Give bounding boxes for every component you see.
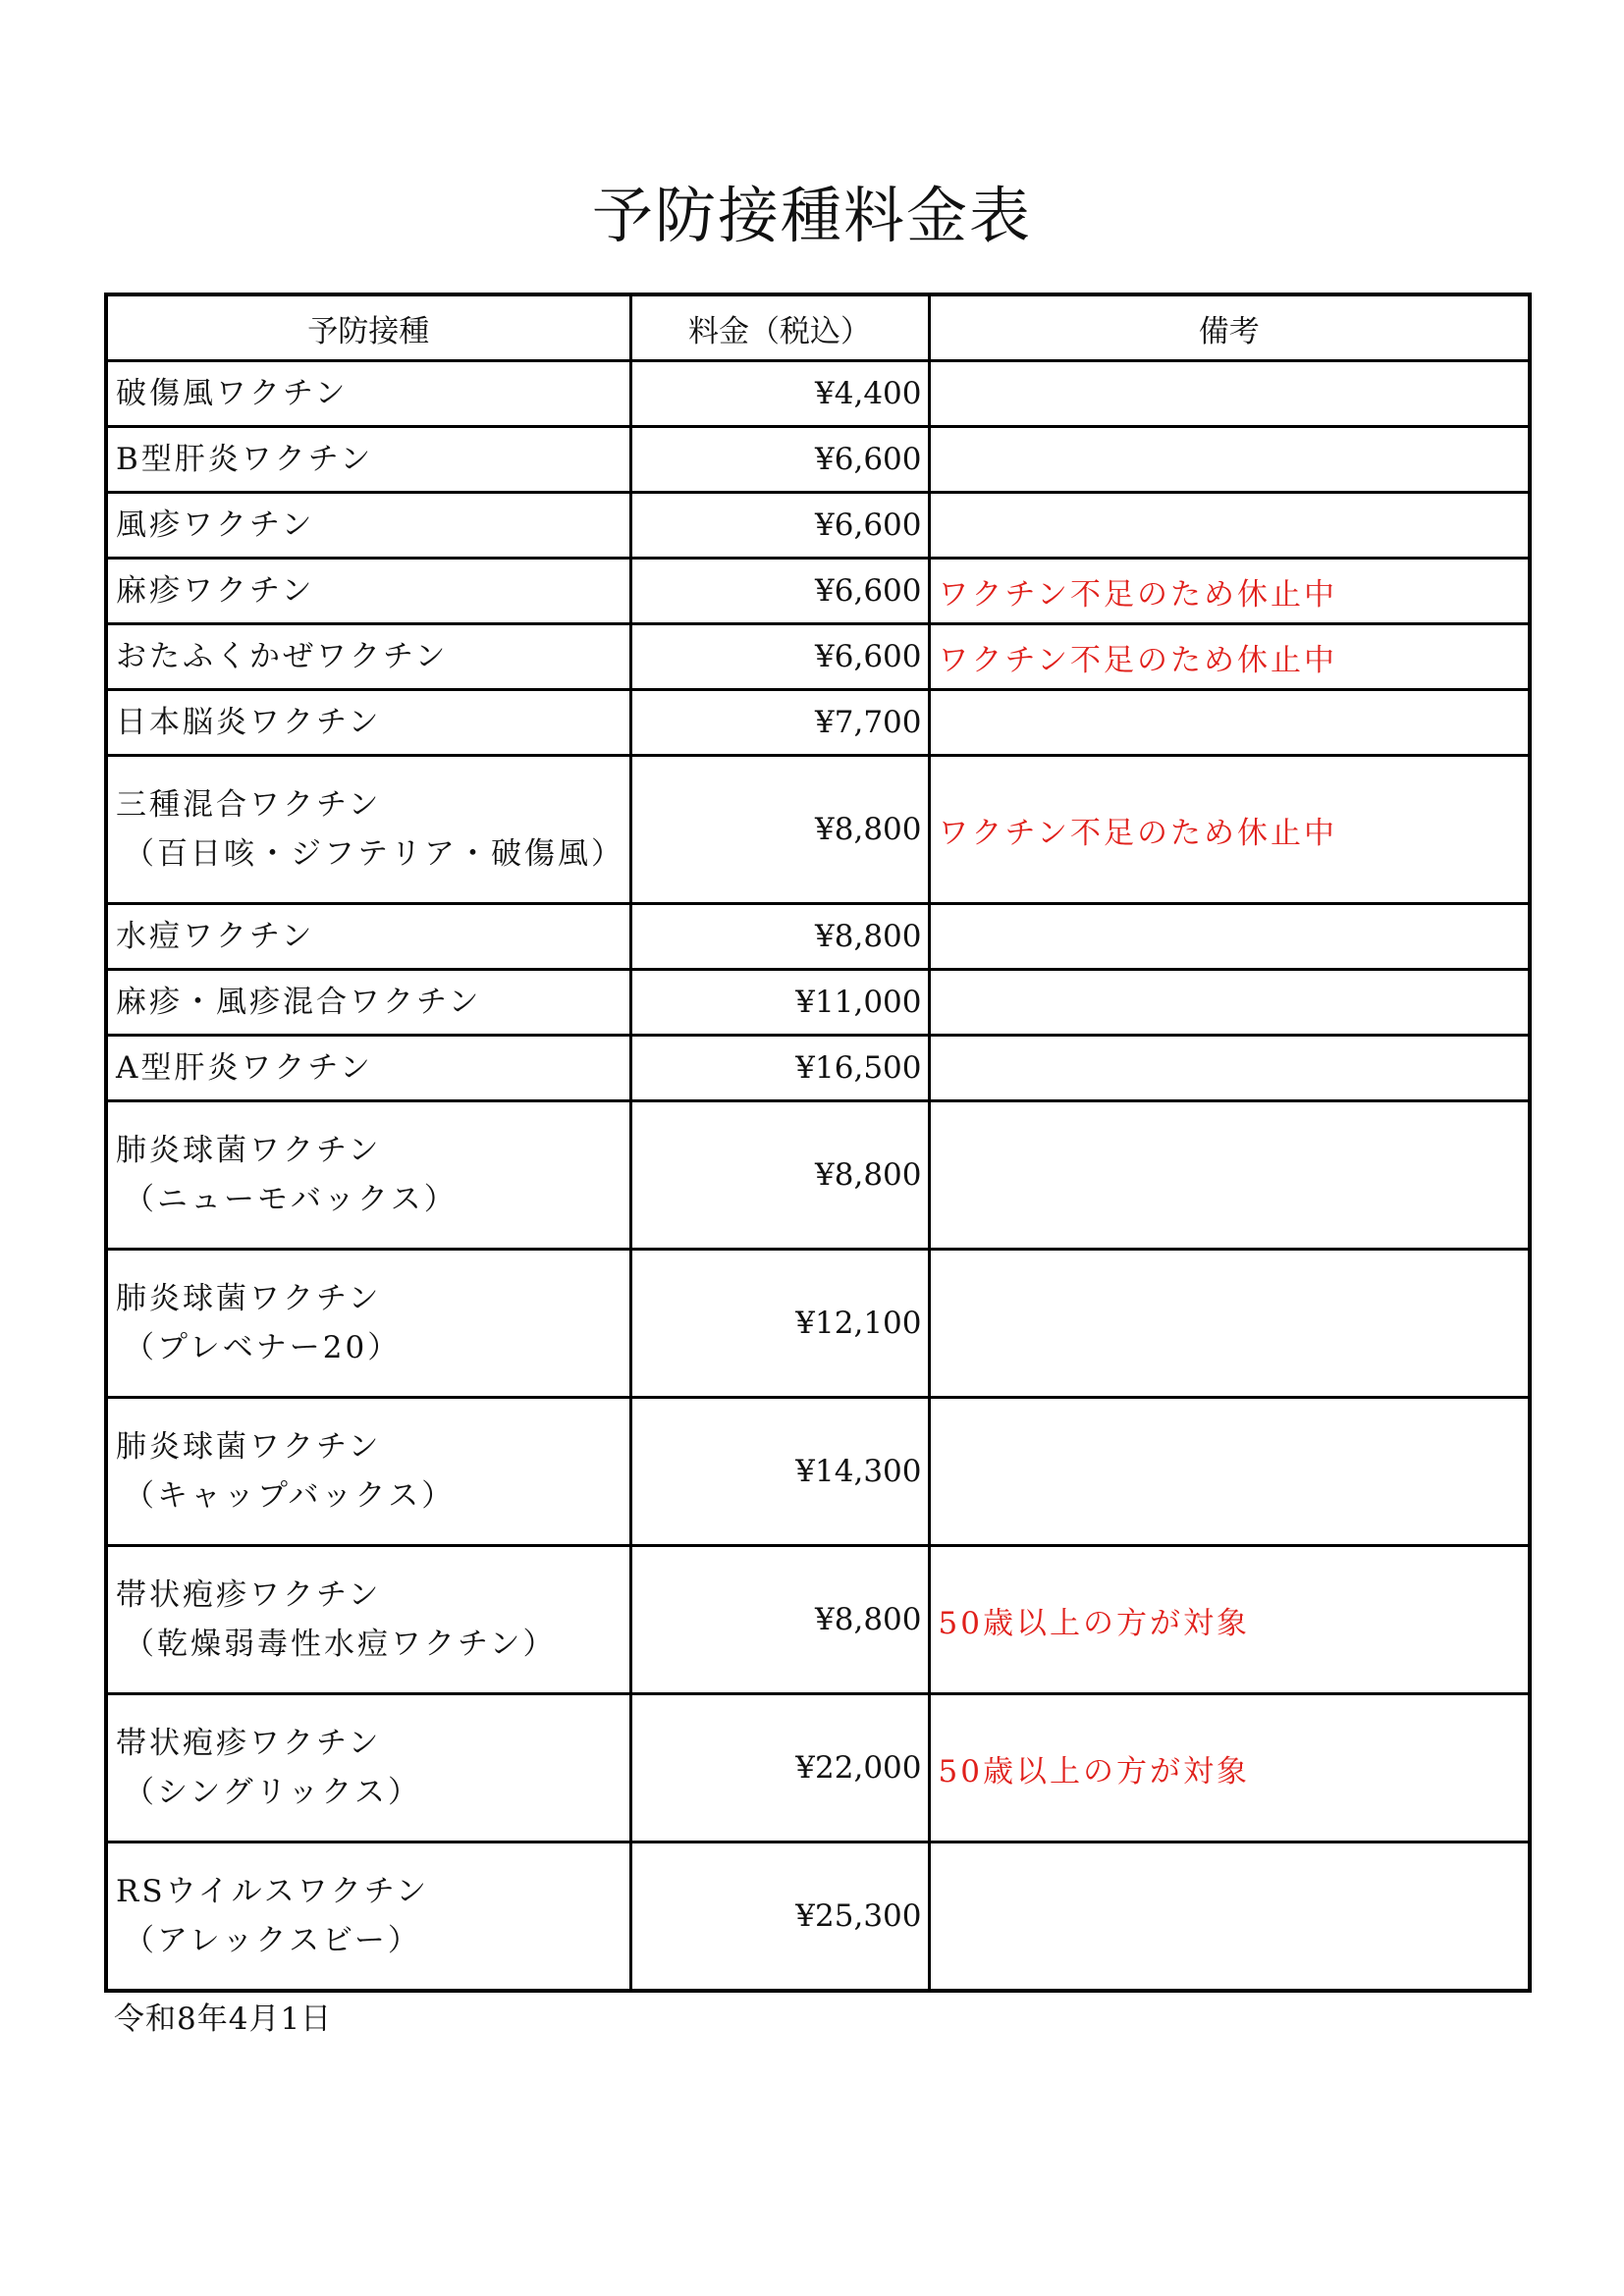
vaccine-name: 破傷風ワクチン — [116, 376, 349, 411]
fee-cell: ¥16,500 — [630, 1036, 929, 1101]
vaccine-name: 肺炎球菌ワクチン — [116, 1281, 382, 1316]
table-row — [106, 1101, 1530, 1250]
vaccine-product-name: （アレックスビー） — [124, 1922, 421, 1958]
vaccine-name: おたふくかぜワクチン — [116, 639, 449, 674]
header-vaccine: 予防接種 — [106, 294, 630, 361]
vaccine-product-name: （乾燥弱毒性水痘ワクチン） — [124, 1627, 557, 1662]
vaccine-name: 麻疹・風疹混合ワクチン — [116, 985, 482, 1020]
vaccine-name: 帯状疱疹ワクチン — [116, 1726, 382, 1761]
remarks-cell — [929, 1101, 1530, 1250]
vaccine-name-cell — [106, 427, 630, 493]
remarks-cell: ワクチン不足のため休止中 — [929, 624, 1530, 690]
table-row — [106, 1694, 1530, 1842]
vaccine-name: 麻疹ワクチン — [116, 573, 315, 609]
fee-cell: ¥4,400 — [630, 361, 929, 427]
remarks-cell — [929, 1398, 1530, 1546]
table-row — [106, 1398, 1530, 1546]
remarks-cell — [929, 361, 1530, 427]
vaccine-name-cell — [106, 1546, 630, 1694]
remarks-cell: ワクチン不足のため休止中 — [929, 756, 1530, 904]
table-row — [106, 493, 1530, 559]
fee-cell: ¥6,600 — [630, 493, 929, 559]
table-row — [106, 1546, 1530, 1694]
vaccine-name-cell — [106, 756, 630, 904]
remarks-cell — [929, 1250, 1530, 1398]
table-row — [106, 1250, 1530, 1398]
remarks-cell: 50歳以上の方が対象 — [929, 1546, 1530, 1694]
remarks-cell — [929, 1036, 1530, 1101]
fee-cell: ¥25,300 — [630, 1842, 929, 1991]
fee-cell: ¥6,600 — [630, 624, 929, 690]
remarks-cell: 50歳以上の方が対象 — [929, 1694, 1530, 1842]
vaccine-name-cell — [106, 1250, 630, 1398]
vaccine-name: 肺炎球菌ワクチン — [116, 1429, 382, 1465]
fee-cell: ¥8,800 — [630, 756, 929, 904]
vaccine-name-cell — [106, 690, 630, 756]
table-row — [106, 624, 1530, 690]
fee-cell: ¥7,700 — [630, 690, 929, 756]
vaccine-name-cell — [106, 493, 630, 559]
table-row — [106, 970, 1530, 1036]
page-title: 予防接種料金表 — [591, 180, 1032, 251]
table-row — [106, 361, 1530, 427]
table-row — [106, 756, 1530, 904]
table-row — [106, 904, 1530, 970]
table-row — [106, 690, 1530, 756]
vaccine-name: 日本脳炎ワクチン — [116, 705, 382, 740]
vaccine-name-cell — [106, 904, 630, 970]
fee-cell: ¥6,600 — [630, 559, 929, 624]
vaccine-name: B型肝炎ワクチン — [116, 442, 374, 477]
fee-cell: ¥14,300 — [630, 1398, 929, 1546]
table-row — [106, 1842, 1530, 1991]
remarks-cell — [929, 1842, 1530, 1991]
vaccine-name-cell — [106, 1694, 630, 1842]
fee-cell: ¥8,800 — [630, 1546, 929, 1694]
vaccine-product-name: （シングリックス） — [124, 1775, 422, 1810]
table-row — [106, 1036, 1530, 1101]
vaccine-name-cell — [106, 1036, 630, 1101]
vaccination-fee-table — [104, 293, 1532, 1993]
header-remarks: 備考 — [929, 294, 1530, 361]
table-row — [106, 559, 1530, 624]
vaccine-product-name: （キャップバックス） — [124, 1478, 456, 1514]
header-fee: 料金（税込） — [630, 294, 929, 361]
remarks-cell — [929, 970, 1530, 1036]
table-header-row — [106, 294, 1530, 361]
remarks-cell: ワクチン不足のため休止中 — [929, 559, 1530, 624]
vaccine-name-cell — [106, 970, 630, 1036]
vaccine-name-cell — [106, 559, 630, 624]
vaccine-name: 三種混合ワクチン — [116, 787, 382, 823]
table-body — [106, 361, 1530, 1991]
table-row — [106, 427, 1530, 493]
vaccine-name: RSウイルスワクチン — [116, 1873, 430, 1909]
vaccine-name-cell — [106, 1842, 630, 1991]
vaccine-product-name: （プレベナー20） — [124, 1330, 402, 1365]
remarks-cell — [929, 427, 1530, 493]
vaccine-name-cell — [106, 361, 630, 427]
vaccine-name: 肺炎球菌ワクチン — [116, 1133, 382, 1168]
vaccine-product-name: （ニューモバックス） — [124, 1182, 458, 1217]
effective-date: 令和8年4月1日 — [114, 2002, 333, 2037]
remarks-cell — [929, 690, 1530, 756]
fee-cell: ¥6,600 — [630, 427, 929, 493]
vaccine-product-name: （百日咳・ジフテリア・破傷風） — [124, 836, 624, 872]
remarks-cell — [929, 904, 1530, 970]
vaccine-name-cell — [106, 1101, 630, 1250]
fee-cell: ¥8,800 — [630, 1101, 929, 1250]
fee-cell: ¥8,800 — [630, 904, 929, 970]
vaccine-name: 風疹ワクチン — [116, 507, 315, 543]
vaccine-name-cell — [106, 624, 630, 690]
fee-cell: ¥12,100 — [630, 1250, 929, 1398]
vaccine-name: 水痘ワクチン — [116, 919, 315, 954]
remarks-cell — [929, 493, 1530, 559]
vaccine-name-cell — [106, 1398, 630, 1546]
vaccine-name: 帯状疱疹ワクチン — [116, 1577, 382, 1613]
fee-cell: ¥11,000 — [630, 970, 929, 1036]
vaccine-name: A型肝炎ワクチン — [116, 1050, 373, 1086]
fee-cell: ¥22,000 — [630, 1694, 929, 1842]
